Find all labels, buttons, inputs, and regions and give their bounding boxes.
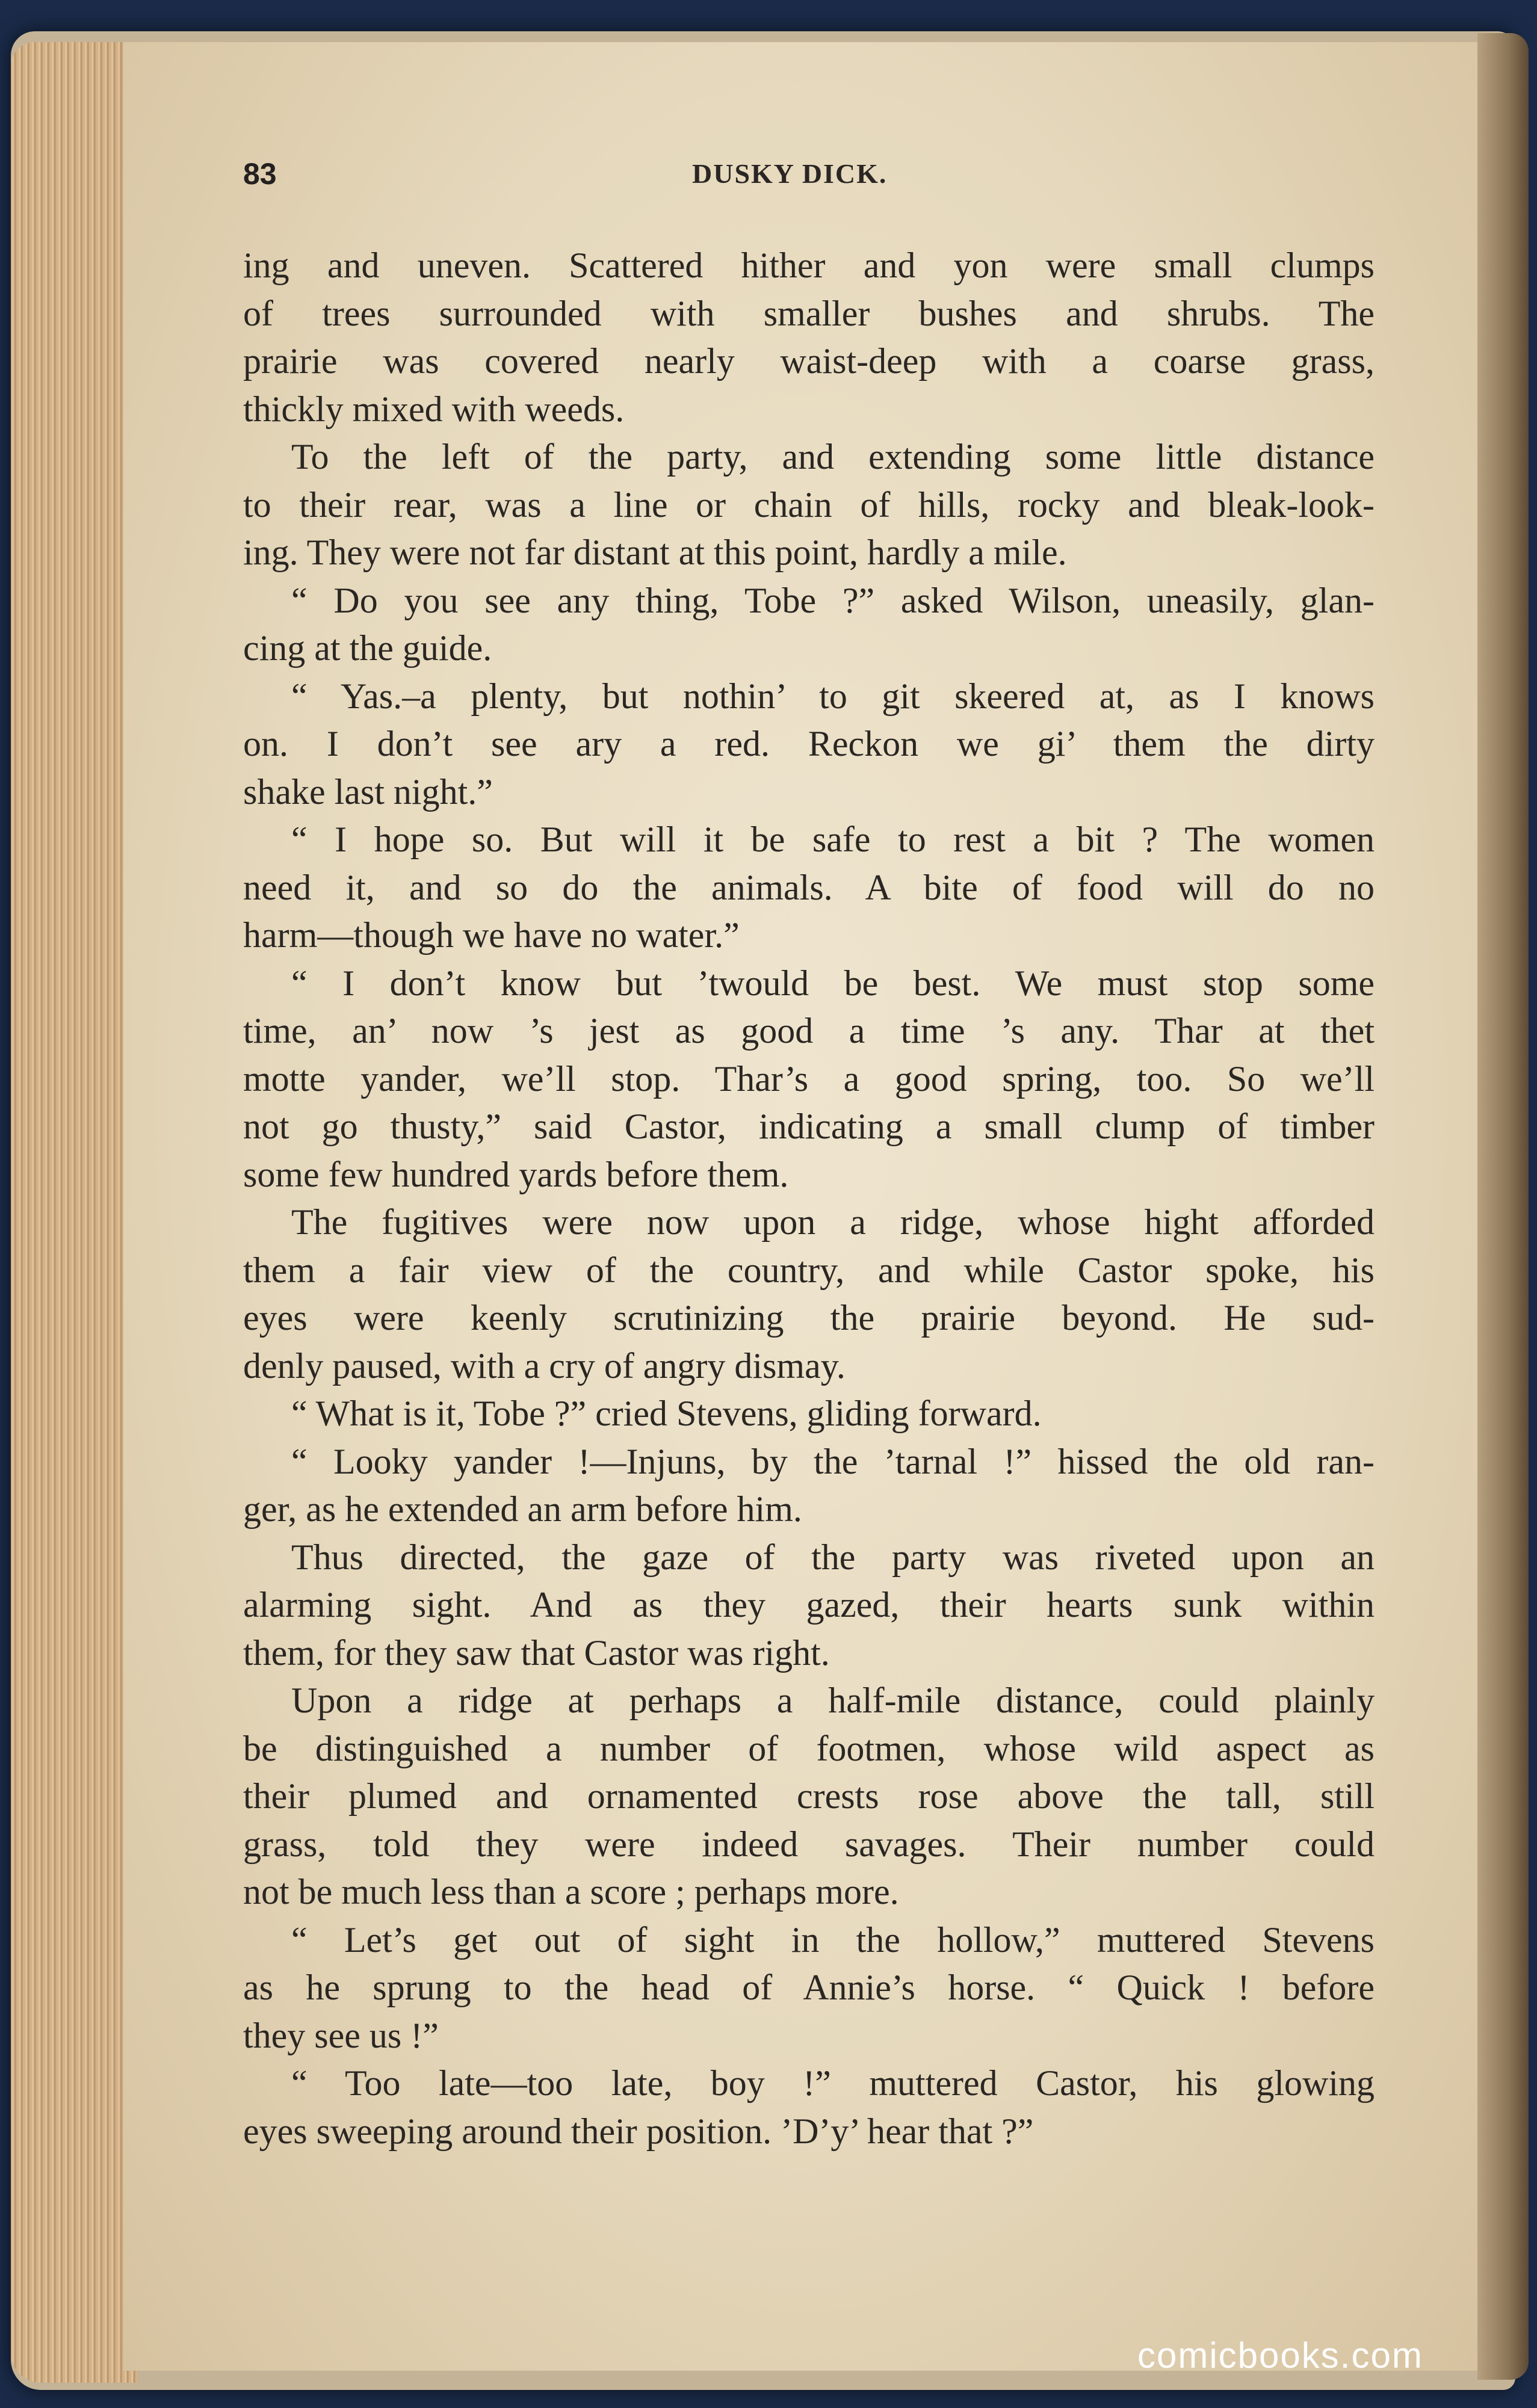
text-line: “ Let’s get out of sight in the hollow,” muttered Stevens (291, 1919, 1375, 1960)
text-line: ger, as he extended an arm before him. (243, 1489, 802, 1529)
text-line: on. I don’t see ary a red. Reckon we gi’ them the dirty (243, 724, 1375, 764)
text-line: eyes were keenly scrutinizing the prairie beyond. He sud- (243, 1298, 1375, 1338)
text-line: be distinguished a number of footmen, whose wild aspect as (243, 1728, 1375, 1768)
text-line: ing and uneven. Scattered hither and yon were small clumps (243, 245, 1375, 285)
text-line: not be much less than a score ; perhaps more. (243, 1872, 899, 1912)
text-line: not go thusty,” said Castor, indicating a small clump of timber (243, 1107, 1375, 1146)
text-line: their plumed and ornamented crests rose above the tall, still (243, 1776, 1375, 1816)
text-line: to their rear, was a line or chain of hills, rocky and bleak-look- (243, 484, 1375, 525)
watermark: comicbooks.com (1137, 2335, 1423, 2376)
text-line: alarming sight. And as they gazed, their hearts sunk within (243, 1585, 1375, 1625)
text-line: harm—though we have no water.” (243, 915, 740, 955)
text-line: as he sprung to the head of Annie’s horse. “ Quick ! before (243, 1968, 1375, 2007)
text-line: To the left of the party, and extending some little distance (291, 437, 1375, 477)
text-line: need it, and so do the animals. A bite of food will do no (243, 867, 1375, 907)
text-line: eyes sweeping around their position. ’D’y’ hear that ?” (243, 2111, 1034, 2151)
text-line: them a fair view of the country, and while Castor spoke, his (243, 1250, 1375, 1290)
text-line: ing. They were not far distant at this point, hardly a mile. (243, 533, 1067, 572)
text-line: “ I hope so. But will it be safe to rest a bit ? The women (291, 820, 1375, 859)
text-line: “ Do you see any thing, Tobe ?” asked Wilson, uneasily, glan- (291, 580, 1375, 620)
text-line: “ I don’t know but ’twould be best. We must stop some (291, 963, 1375, 1003)
body-text (243, 242, 1375, 2155)
text-line: cing at the guide. (243, 628, 492, 668)
page-gutter-edge (1477, 33, 1529, 2380)
page-edges (11, 42, 137, 2383)
text-line: Thus directed, the gaze of the party was riveted upon an (291, 1537, 1375, 1577)
text-line: they see us !” (243, 2015, 439, 2055)
text-line: denly paused, with a cry of angry dismay. (243, 1345, 846, 1386)
text-line: “ Too late—too late, boy !” muttered Castor, his glowing (291, 2063, 1375, 2103)
text-line: thickly mixed with weeds. (243, 389, 625, 429)
text-line: them, for they saw that Castor was right. (243, 1632, 830, 1673)
text-line: “ Looky yander !—Injuns, by the ’tarnal !” hissed the old ran- (291, 1441, 1375, 1481)
text-line: Upon a ridge at perhaps a half-mile distance, could plainly (291, 1681, 1375, 1720)
text-line: time, an’ now ’s jest as good a time ’s any. Thar at thet (243, 1011, 1375, 1051)
text-line: some few hundred yards before them. (243, 1154, 789, 1194)
text-line: of trees surrounded with smaller bushes and shrubs. The (243, 293, 1375, 333)
text-line: prairie was covered nearly waist-deep with a coarse grass, (243, 341, 1375, 381)
text-line: The fugitives were now upon a ridge, whose hight afforded (291, 1202, 1375, 1242)
text-line: “ Yas.–a plenty, but nothin’ to git skeered at, as I knows (291, 676, 1375, 716)
text-line: shake last night.” (243, 771, 493, 812)
text-line: “ What is it, Tobe ?” cried Stevens, gliding forward. (291, 1394, 1042, 1433)
text-line: motte yander, we’ll stop. Thar’s a good spring, too. So we’ll (243, 1058, 1375, 1099)
text-line: grass, told they were indeed savages. Their number could (243, 1824, 1375, 1864)
page-number: 83 (243, 157, 277, 191)
running-head: DUSKY DICK. (692, 158, 888, 189)
